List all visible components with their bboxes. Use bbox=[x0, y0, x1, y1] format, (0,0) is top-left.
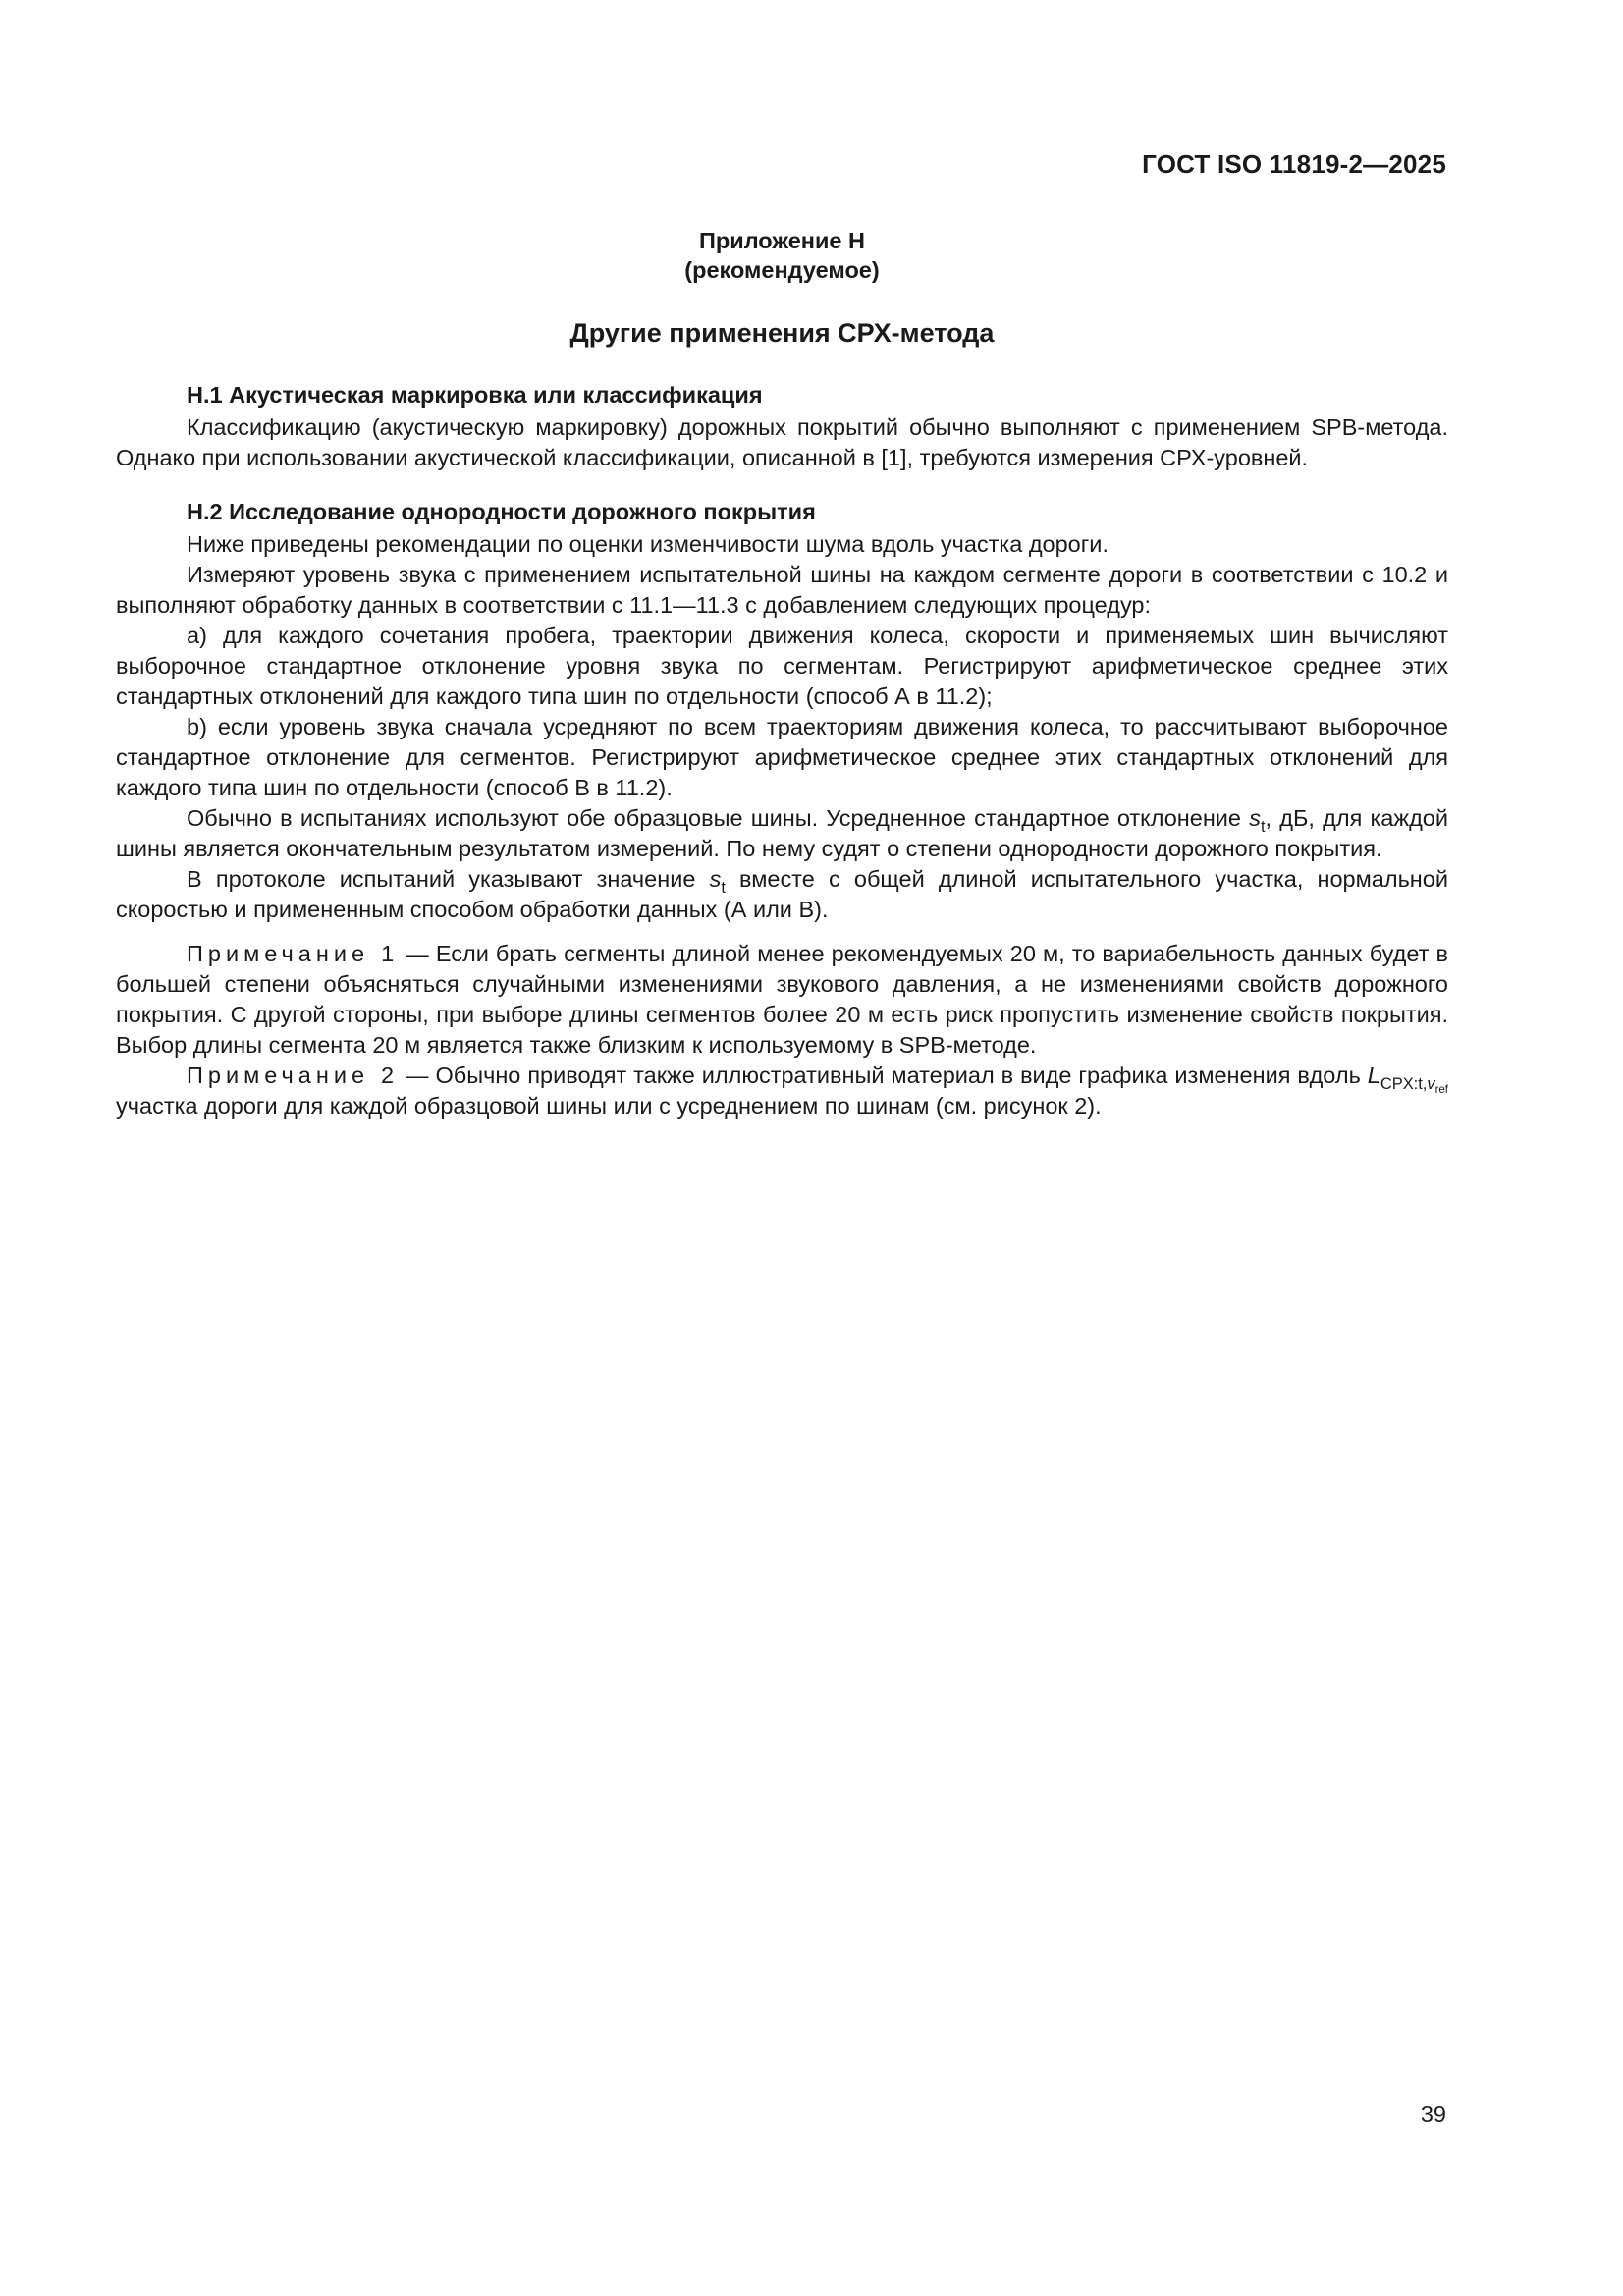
subscript-v: v bbox=[1427, 1074, 1435, 1093]
symbol-s: s bbox=[1249, 805, 1261, 831]
paragraph: Измеряют уровень звука с применением испытательной шины на каждом сегменте дороги в соответствии с 10.2 и выполняют обработку данных в соответствии с 11.1—11.3 с добавлением следующих процедур: bbox=[116, 562, 1448, 618]
note-text: — Обычно приводят также иллюстративный материал в виде графика изменения вдоль bbox=[399, 1063, 1368, 1088]
subscript-ref: ref bbox=[1434, 1083, 1448, 1096]
list-item-a: а) для каждого сочетания пробега, траектории движения колеса, скорости и применяемых шин вычисляют выборочное стандартное отклонение уровня звука по сегментам. Регистрируют арифметическое среднее этих стандартных отклонений для каждого типа шин по отдельности (способ А в 11.2); bbox=[116, 623, 1448, 709]
paragraph bbox=[116, 864, 1448, 925]
note-text: — Если брать сегменты длиной менее рекомендуемых 20 м, то вариабельность данных будет в большей степени объясняться случайными изменениями звукового давления, а не изменениями свойств дорожного покрытия. С другой стороны, при выборе длины сегментов более 20 м есть риск пропустить изменение свойств покрытия. Выбор длины сегмента 20 м является также близким к используемому в SPB-методе. bbox=[116, 941, 1448, 1058]
symbol-L: L bbox=[1367, 1063, 1380, 1088]
annex-status: (рекомендуемое) bbox=[684, 257, 880, 283]
annex-title: Приложение Н bbox=[699, 228, 865, 253]
paragraph: Ниже приведены рекомендации по оценки изменчивости шума вдоль участка дороги. bbox=[187, 531, 1109, 557]
symbol-subscript: t bbox=[721, 878, 726, 897]
section-heading-h2: Н.2 Исследование однородности дорожного покрытия bbox=[187, 499, 816, 524]
symbol-subscript bbox=[1380, 1074, 1448, 1096]
note-label: Примечание 1 bbox=[187, 941, 400, 966]
list-item-b: b) если уровень звука сначала усредняют по всем траекториям движения колеса, то рассчитывают выборочное стандартное отклонение для сегментов. Регистрируют арифметическое среднее этих стандартных отклонений для каждого типа шин по отдельности (способ В в 11.2). bbox=[116, 714, 1448, 800]
note-text: участка дороги для каждой образцовой шины или с усреднением по шинам (см. рисунок 2). bbox=[116, 1093, 1102, 1119]
paragraph bbox=[116, 803, 1448, 864]
text-run: В протоколе испытаний указывают значение bbox=[187, 866, 710, 892]
text-run: Обычно в испытаниях используют обе образцовые шины. Усредненное стандартное отклонение bbox=[187, 805, 1250, 831]
page-number: 39 bbox=[1420, 2102, 1446, 2127]
note-1 bbox=[116, 939, 1448, 1061]
subscript-text: CPX:t, bbox=[1380, 1074, 1428, 1093]
symbol-s: s bbox=[709, 866, 722, 892]
symbol-subscript: t bbox=[1260, 817, 1266, 836]
text-run: вместе с общей длиной испытательного участка, нормальной скоростью и примененным способом обработки данных (А или В). bbox=[116, 866, 1448, 922]
section-heading-h1: Н.1 Акустическая маркировка или классификация bbox=[187, 382, 763, 408]
document-id: ГОСТ ISO 11819-2—2025 bbox=[1142, 149, 1446, 179]
text-run: , дБ, для каждой шины является окончательным результатом измерений. По нему судят о степени однородности дорожного покрытия. bbox=[116, 805, 1448, 861]
page-content bbox=[116, 226, 1448, 1121]
annex-heading: Другие применения СРХ-метода bbox=[569, 318, 995, 348]
note-label: Примечание 2 bbox=[187, 1063, 400, 1088]
paragraph: Классификацию (акустическую маркировку) дорожных покрытий обычно выполняют с применением SPB-метода. Однако при использовании акустической классификации, описанной в [1], требуются измерения СРХ-уровней. bbox=[116, 414, 1448, 470]
note-2 bbox=[116, 1061, 1448, 1121]
